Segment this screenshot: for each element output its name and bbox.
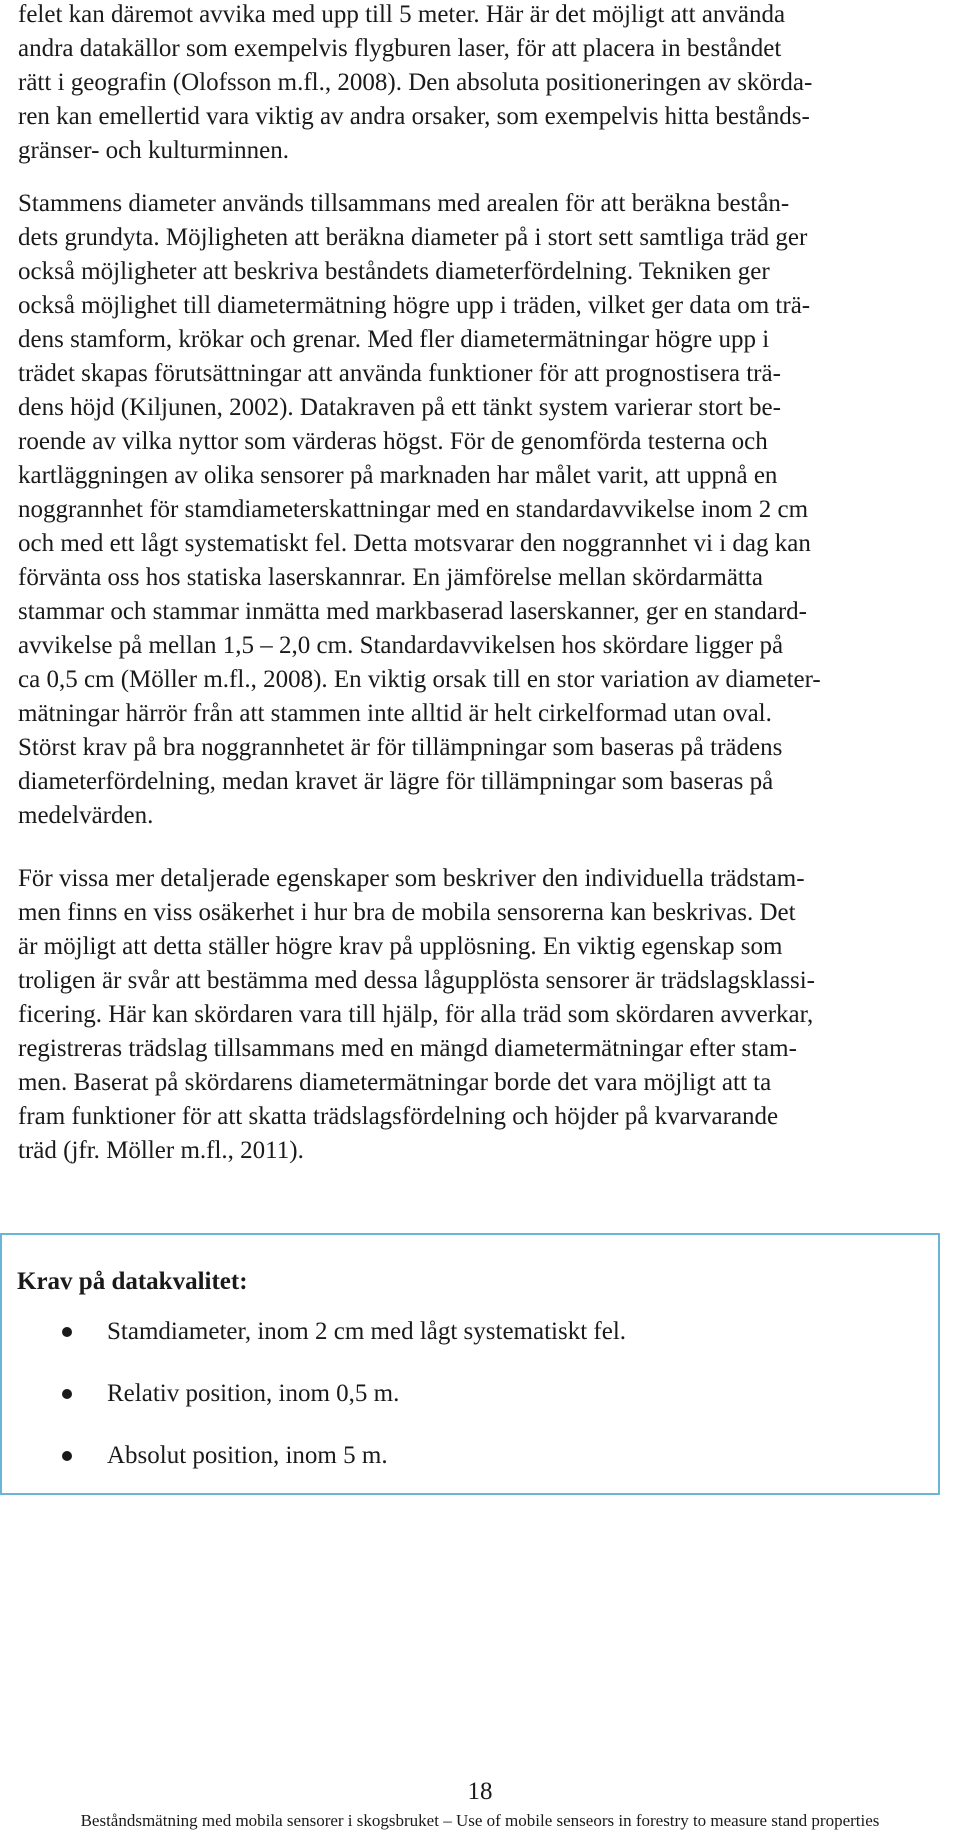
text-line: ca 0,5 cm (Möller m.fl., 2008). En viktig orsak till en stor variation av diameter- [18, 666, 821, 693]
text-line: men finns en viss osäkerhet i hur bra de mobila sensorerna kan beskrivas. Det [18, 899, 796, 926]
text-line: Störst krav på bra noggrannhetet är för tillämpningar som baseras på trädens [18, 734, 783, 761]
text-line: Stammens diameter används tillsammans med arealen för att beräkna bestån- [18, 190, 790, 217]
text-line: trädet skapas förutsättningar att använda funktioner för att prognostisera trä- [18, 360, 781, 387]
text-line: stammar och stammar inmätta med markbaserad laserskanner, ger en standard- [18, 598, 807, 625]
list-item [0, 1439, 900, 1501]
page-footer: Beståndsmätning med mobila sensorer i skogsbruket – Use of mobile senseors in forestry to measure stand properties [80, 1811, 880, 1830]
text-line: avvikelse på mellan 1,5 – 2,0 cm. Standardavvikelsen hos skördare ligger på [18, 632, 784, 659]
text-line: roende av vilka nyttor som värderas högst. För de genomförda testerna och [18, 428, 768, 455]
text-line: träd (jfr. Möller m.fl., 2011). [18, 1137, 304, 1164]
paragraph-positioning [18, 0, 812, 168]
text-line: också möjlighet till diametermätning högre upp i träden, vilket ger data om trä- [18, 292, 811, 319]
text-line: ren kan emellertid vara viktig av andra orsaker, som exempelvis hitta bestånds- [18, 103, 810, 130]
text-line: också möjligheter att beskriva beståndets diameterfördelning. Tekniken ger [18, 258, 770, 285]
bullet-icon [62, 1389, 72, 1399]
text-line: ficering. Här kan skördaren vara till hjälp, för alla träd som skördaren avverkar, [18, 1001, 814, 1028]
bullet-icon [62, 1327, 72, 1337]
requirement-text: Relativ position, inom 0,5 m. [107, 1380, 400, 1407]
text-line: kartläggningen av olika sensorer på marknaden har målet varit, att uppnå en [18, 462, 778, 489]
text-line: registreras trädslag tillsammans med en mängd diametermätningar efter stam- [18, 1035, 797, 1062]
page-number: 18 [467, 1778, 493, 1805]
text-line: dens höjd (Kiljunen, 2002). Datakraven på ett tänkt system varierar stort be- [18, 394, 781, 421]
text-line: förvänta oss hos statiska laserskannrar. En jämförelse mellan skördarmätta [18, 564, 763, 591]
text-line: och med ett lågt systematiskt fel. Detta motsvarar den noggrannhet vi i dag kan [18, 530, 811, 557]
text-line: troligen är svår att bestämma med dessa lågupplösta sensorer är trädslagsklassi- [18, 967, 815, 994]
text-line: fram funktioner för att skatta trädslagsfördelning och höjder på kvarvarande [18, 1103, 779, 1130]
requirement-text: Absolut position, inom 5 m. [107, 1442, 388, 1469]
text-line: För vissa mer detaljerade egenskaper som beskriver den individuella trädstam- [18, 865, 805, 892]
bullet-icon [62, 1451, 72, 1461]
text-line: diameterfördelning, medan kravet är lägre för tillämpningar som baseras på [18, 768, 774, 795]
list-item [0, 1377, 900, 1439]
requirements-list [0, 1315, 900, 1501]
text-line: rätt i geografin (Olofsson m.fl., 2008). Den absoluta positioneringen av skörda- [18, 69, 813, 96]
text-line: men. Baserat på skördarens diametermätningar borde det vara möjligt att ta [18, 1069, 772, 1096]
paragraph-diameter [18, 187, 821, 833]
text-line: noggrannhet för stamdiameterskattningar med en standardavvikelse inom 2 cm [18, 496, 809, 523]
text-line: medelvärden. [18, 802, 154, 829]
requirements-title: Krav på datakvalitet: [17, 1268, 248, 1295]
text-line: andra datakällor som exempelvis flygburen laser, för att placera in beståndet [18, 35, 782, 62]
text-line: dets grundyta. Möjligheten att beräkna diameter på i stort sett samtliga träd ger [18, 224, 808, 251]
text-line: felet kan däremot avvika med upp till 5 meter. Här är det möjligt att använda [18, 1, 786, 28]
text-line: mätningar härrör från att stammen inte alltid är helt cirkelformad utan oval. [18, 700, 772, 727]
paragraph-species [18, 862, 815, 1168]
list-item [0, 1315, 900, 1377]
text-line: gränser- och kulturminnen. [18, 137, 289, 164]
text-line: dens stamform, krökar och grenar. Med fler diametermätningar högre upp i [18, 326, 770, 353]
requirement-text: Stamdiameter, inom 2 cm med lågt systematiskt fel. [107, 1318, 627, 1345]
text-line: är möjligt att detta ställer högre krav på upplösning. En viktig egenskap som [18, 933, 783, 960]
